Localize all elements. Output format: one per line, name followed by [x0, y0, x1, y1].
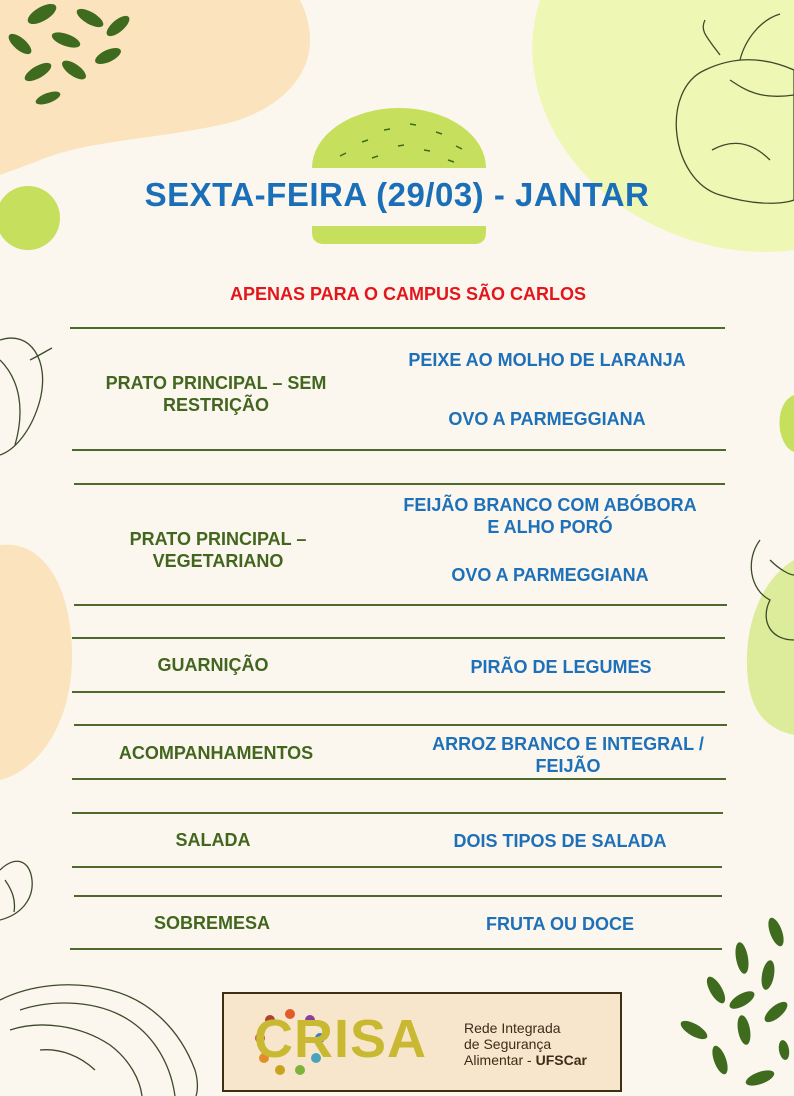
- divider-line: [72, 866, 722, 868]
- divider-line: [72, 449, 726, 451]
- divider-line: [72, 637, 725, 639]
- peach-blob-left: [0, 545, 72, 780]
- menu-value: PEIXE AO MOLHO DE LARANJA: [408, 350, 686, 370]
- title-badge-top: [312, 108, 486, 168]
- campus-notice: APENAS PARA O CAMPUS SÃO CARLOS: [229, 284, 587, 304]
- green-blob-right: [780, 395, 794, 452]
- leaf-outline-left: [0, 338, 52, 455]
- crisa-wordmark: CRISA: [254, 1009, 428, 1069]
- menu-value: PIRÃO DE LEGUMES: [470, 657, 652, 677]
- menu-value: DOIS TIPOS DE SALADA: [453, 831, 667, 851]
- divider-line: [70, 327, 725, 329]
- menu-value: FRUTA OU DOCE: [486, 914, 634, 934]
- menu-value: OVO A PARMEGGIANA: [448, 409, 646, 429]
- menu-label-prato-principal-sem-restricao: PRATO PRINCIPAL – SEM RESTRIÇÃO: [105, 373, 327, 415]
- crisa-tagline: Rede Integrada de Segurança Alimentar - UFSCar: [464, 1020, 587, 1068]
- title-badge-bottom: [312, 226, 486, 244]
- divider-line: [72, 778, 726, 780]
- green-blob-top-right: [532, 0, 794, 252]
- menu-value: ARROZ BRANCO E INTEGRAL / FEIJÃO: [432, 734, 704, 776]
- crisa-logo: [222, 992, 622, 1092]
- leaf-cluster-bottom-right: [678, 916, 791, 1089]
- menu-value: FEIJÃO BRANCO COM ABÓBORA E ALHO PORÓ: [403, 495, 697, 537]
- page-title: SEXTA-FEIRA (29/03) - JANTAR: [144, 176, 650, 213]
- green-blob-right-lower: [747, 560, 794, 735]
- divider-line: [74, 483, 725, 485]
- peach-blob-top-left: [0, 0, 310, 175]
- taco-illustration: [0, 985, 197, 1096]
- menu-value: OVO A PARMEGGIANA: [451, 565, 649, 585]
- divider-line: [72, 812, 723, 814]
- leaf-outline-left-bottom: [0, 861, 32, 920]
- menu-label-acompanhamentos: ACOMPANHAMENTOS: [118, 743, 314, 763]
- divider-line: [74, 724, 727, 726]
- menu-label-sobremesa: SOBREMESA: [153, 913, 270, 933]
- menu-label-prato-principal-vegetariano: PRATO PRINCIPAL – VEGETARIANO: [129, 529, 307, 571]
- divider-line: [72, 691, 725, 693]
- divider-line: [70, 948, 722, 950]
- menu-label-salada: SALADA: [175, 830, 251, 850]
- divider-line: [74, 895, 722, 897]
- menu-label-guarnicao: GUARNIÇÃO: [157, 655, 269, 675]
- divider-line: [74, 604, 727, 606]
